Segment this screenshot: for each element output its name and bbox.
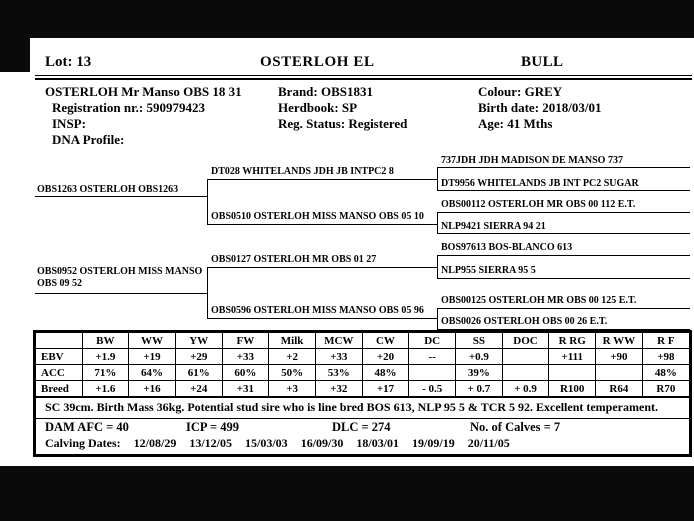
stats-cell	[502, 349, 549, 365]
stats-cell: +2	[269, 349, 316, 365]
sc-note: SC 39cm. Birth Mass 36kg. Potential stud sire who is line bred BOS 613, NLP 95 5 & TCR 5 92. Excellent temperament.	[36, 398, 689, 419]
stats-cell: + 0.9	[502, 381, 549, 398]
dlc: DLC = 274	[332, 420, 391, 434]
calving-date: 13/12/05	[189, 436, 233, 450]
row-label: Breed	[36, 381, 82, 398]
colour: Colour: GREY	[478, 84, 563, 99]
stats-col-header: YW	[175, 333, 222, 349]
stats-cell	[549, 365, 596, 381]
stats-cell: +24	[175, 381, 222, 398]
ebv-table-header-row	[36, 333, 689, 349]
pedigree-gen2-name: OBS0127 OSTERLOH MR OBS 01 27	[211, 254, 377, 265]
calving-date: 16/09/30	[300, 436, 344, 450]
stats-cell: 71%	[82, 365, 129, 381]
pedigree-connector	[437, 167, 438, 190]
pedigree-line	[437, 190, 690, 191]
stats-col-header	[36, 333, 82, 349]
stats-cell: + 0.7	[456, 381, 503, 398]
dam-stats-row	[36, 419, 689, 435]
pedigree-line	[437, 212, 690, 213]
stats-cell: R70	[656, 382, 676, 395]
pedigree-line	[437, 167, 690, 168]
calving-date: 15/03/03	[245, 436, 288, 450]
pedigree-gen3-name: NLP955 SIERRA 95 5	[441, 265, 536, 276]
stats-cell: - 0.5	[409, 381, 456, 398]
pedigree-gen3-name: 737JDH JDH MADISON DE MANSO 737	[441, 155, 623, 166]
top-black-bar	[0, 0, 694, 38]
pedigree-line	[437, 233, 690, 234]
stats-cell: +3	[269, 381, 316, 398]
stats-col-header: FW	[222, 333, 269, 349]
stats-cell: +1.9	[82, 349, 129, 365]
stats-col-header: R WW	[596, 333, 643, 349]
row-label: EBV	[36, 349, 82, 365]
pedigree-connector	[207, 267, 208, 318]
stats-cell: 61%	[175, 365, 222, 381]
ebv-table	[36, 333, 689, 398]
stats-cell: +111	[549, 349, 596, 365]
stats-cell: +1.6	[82, 381, 129, 398]
breed-row	[36, 381, 689, 398]
stats-cell: +19	[129, 349, 176, 365]
stats-cell: 48%	[642, 365, 689, 381]
pedigree-line	[207, 318, 437, 319]
pedigree-line	[437, 278, 690, 279]
dna-profile-label: DNA Profile:	[52, 132, 125, 147]
pedigree-line	[35, 196, 207, 197]
calving-dates-row	[36, 435, 689, 454]
stats-col-header: R RG	[549, 333, 596, 349]
stats-cell: 60%	[222, 365, 269, 381]
pedigree-connector	[437, 255, 438, 278]
stats-col-header: CW	[362, 333, 409, 349]
stats-col-header: BW	[82, 333, 129, 349]
left-black-notch	[0, 38, 30, 72]
stats-cell: +29	[175, 349, 222, 365]
pedigree-line	[207, 224, 437, 225]
stats-col-header: Milk	[269, 333, 316, 349]
pedigree-gen3-name: DT9956 WHITELANDS JB INT PC2 SUGAR	[441, 178, 639, 189]
acc-row	[36, 365, 689, 381]
calving-date: 20/11/05	[467, 436, 510, 450]
stats-cell: +32	[315, 381, 362, 398]
stats-cell: +33	[222, 349, 269, 365]
ebv-stats-box	[33, 330, 692, 457]
stats-cell: +17	[362, 381, 409, 398]
insp-label: INSP:	[52, 116, 86, 131]
pedigree-line	[437, 308, 690, 309]
stats-cell: +0.9	[456, 349, 503, 365]
pedigree-gen3-name: BOS97613 BOS-BLANCO 613	[441, 242, 573, 253]
stats-cell: 48%	[362, 365, 409, 381]
pedigree-gen3-name: OBS00112 OSTERLOH MR OBS 00 112 E.T.	[441, 199, 636, 210]
stats-cell: --	[409, 349, 456, 365]
row-label: ACC	[36, 365, 82, 381]
lot-number: Lot: 13	[45, 54, 92, 70]
pedigree-connector	[207, 179, 208, 224]
pedigree-line	[437, 255, 690, 256]
stats-cell: +90	[596, 349, 643, 365]
animal-full-name: OSTERLOH Mr Manso OBS 18 31	[45, 84, 242, 99]
calving-date: 18/03/01	[356, 436, 400, 450]
calves-count: No. of Calves = 7	[470, 420, 561, 434]
header-rule-thin	[35, 75, 692, 76]
pedigree-line	[207, 267, 437, 268]
stats-col-header: WW	[129, 333, 176, 349]
stats-cell: +16	[129, 381, 176, 398]
pedigree-dam-name: OBS0952 OSTERLOH MISS MANSO OBS 09 52	[37, 266, 203, 289]
stats-cell: +98	[642, 349, 689, 365]
pedigree-gen2-name: DT028 WHITELANDS JDH JB INTPC2 8	[211, 166, 394, 177]
stats-col-header: R F	[642, 333, 689, 349]
calving-date: 19/09/19	[412, 436, 455, 450]
herdbook: Herdbook: SP	[278, 100, 358, 115]
brand: Brand: OBS1831	[278, 84, 373, 99]
stats-cell: 39%	[456, 365, 503, 381]
stats-cell: 64%	[129, 365, 176, 381]
stats-cell	[596, 365, 643, 381]
animal-title: OSTERLOH EL	[260, 54, 375, 70]
registration-number: Registration nr.: 590979423	[52, 100, 205, 115]
pedigree-line	[35, 293, 207, 294]
birth-date: Birth date: 2018/03/01	[478, 100, 602, 115]
icp: ICP = 499	[186, 420, 239, 434]
stats-cell: 53%	[315, 365, 362, 381]
ebv-row	[36, 349, 689, 365]
pedigree-gen2-name: OBS0596 OSTERLOH MISS MANSO OBS 05 96	[211, 305, 424, 316]
stats-cell	[409, 365, 456, 381]
pedigree-gen3-name: NLP9421 SIERRA 94 21	[441, 221, 546, 232]
pedigree-gen2-name: OBS0510 OSTERLOH MISS MANSO OBS 05 10	[211, 211, 424, 222]
pedigree-connector	[437, 308, 438, 329]
stats-cell	[502, 365, 549, 381]
stats-col-header: SS	[456, 333, 503, 349]
pedigree-connector	[437, 212, 438, 233]
stats-col-header: MCW	[315, 333, 362, 349]
stats-cell: R100	[549, 381, 596, 398]
stats-cell: +20	[362, 349, 409, 365]
stats-col-header: DC	[409, 333, 456, 349]
stats-cell: R64	[596, 381, 643, 398]
age: Age: 41 Mths	[478, 116, 553, 131]
stats-cell: +31	[222, 381, 269, 398]
sex-label: BULL	[521, 54, 564, 70]
stats-col-header: DOC	[502, 333, 549, 349]
stats-cell: +33	[315, 349, 362, 365]
calving-dates-label: Calving Dates:	[45, 436, 121, 450]
calving-date: 12/08/29	[133, 436, 177, 450]
pedigree-sire-name: OBS1263 OSTERLOH OBS1263	[37, 184, 179, 195]
dam-afc: DAM AFC = 40	[45, 420, 129, 434]
bottom-black-bar	[0, 466, 694, 521]
pedigree-line	[207, 179, 437, 180]
header-rule-thick	[35, 78, 692, 80]
reg-status: Reg. Status: Registered	[278, 116, 408, 131]
stats-cell: 50%	[269, 365, 316, 381]
pedigree-gen3-name: OBS00125 OSTERLOH MR OBS 00 125 E.T.	[441, 295, 637, 306]
pedigree-gen3-name: OBS0026 OSTERLOH OBS 00 26 E.T.	[441, 316, 608, 327]
